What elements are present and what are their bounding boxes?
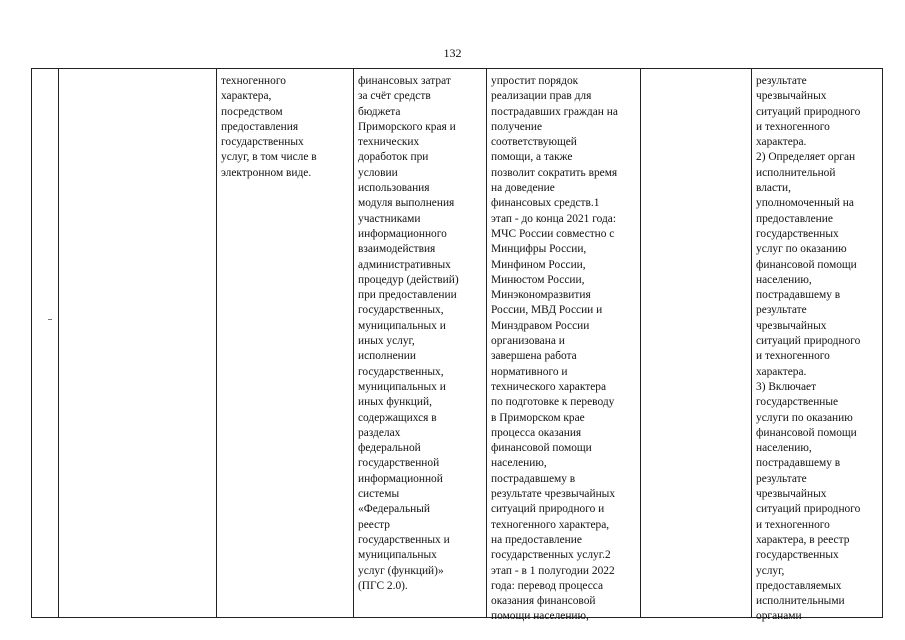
cell-text-line: предоставляемых bbox=[756, 579, 842, 592]
cell-text-line: условии bbox=[358, 166, 398, 179]
cell-text-line: Минюстом России, bbox=[491, 273, 585, 286]
cell-text-line: услуги по оказанию bbox=[756, 411, 853, 424]
cell-text-line: модуля выполнения bbox=[358, 197, 455, 210]
cell-text-line: завершена работа bbox=[491, 350, 577, 363]
cell-text-line: пострадавшему в bbox=[756, 289, 841, 302]
cell-text-line: финансовой помощи bbox=[756, 258, 857, 271]
cell-text-line: реализации прав для bbox=[491, 90, 592, 103]
cell-text-line: услуг (функций)» bbox=[358, 564, 444, 577]
cell-text-line: органами bbox=[756, 610, 802, 623]
column-divider bbox=[58, 68, 59, 618]
cell-text-line: 2) Определяет орган bbox=[756, 151, 856, 164]
cell-text-line: системы bbox=[358, 488, 400, 501]
cell-text-line: электронном виде. bbox=[221, 166, 312, 179]
cell-text-line: содержащихся в bbox=[358, 411, 437, 424]
cell-text-line: муниципальных bbox=[358, 549, 437, 562]
cell-text-line: Минцифры России, bbox=[491, 243, 587, 256]
cell-text-line: 3) Включает bbox=[756, 380, 817, 393]
cell-text-line: уполномоченный на bbox=[756, 197, 854, 210]
cell-text-line: государственных, bbox=[358, 365, 444, 378]
cell-text-line: результате bbox=[756, 304, 807, 317]
cell-text-line: технических bbox=[358, 136, 420, 149]
cell-text-line: процедур (действий) bbox=[358, 273, 459, 286]
cell-text-line: услуг по оказанию bbox=[756, 243, 847, 256]
cell-text-line: ситуаций природного и bbox=[491, 503, 605, 516]
column-divider bbox=[640, 68, 641, 618]
column-divider bbox=[216, 68, 217, 618]
cell-text-line: административных bbox=[358, 258, 451, 271]
cell-text-line: характера, в реестр bbox=[756, 533, 850, 546]
cell-text-line: чрезвычайных bbox=[756, 90, 827, 103]
cell-text-line: получение bbox=[491, 120, 543, 133]
cell-text-line: ситуаций природного bbox=[756, 335, 861, 348]
cell-text-line: техногенного характера, bbox=[491, 518, 610, 531]
cell-text-line: помощи населению, bbox=[491, 610, 589, 623]
cell-text-line: Минздравом России bbox=[491, 319, 590, 332]
cell-text-line: МЧС России совместно с bbox=[491, 227, 615, 240]
cell-text-line: населению, bbox=[756, 273, 812, 286]
cell-text-line: по подготовке к переводу bbox=[491, 396, 615, 409]
cell-text-line: участниками bbox=[358, 212, 421, 225]
cell-text-line: (ПГС 2.0). bbox=[358, 579, 408, 592]
cell-text-line: государственных bbox=[756, 549, 839, 562]
cell-text-line: чрезвычайных bbox=[756, 319, 827, 332]
cell-text-line: «Федеральный bbox=[358, 503, 431, 516]
column-divider bbox=[353, 68, 354, 618]
cell-text-line: предоставление bbox=[756, 212, 833, 225]
cell-text-line: оказания финансовой bbox=[491, 595, 596, 608]
cell-text-line: государственных услуг.2 bbox=[491, 549, 611, 562]
cell-text-line: ситуаций природного bbox=[756, 105, 861, 118]
cell-text-line: и техногенного bbox=[756, 518, 830, 531]
margin-mark bbox=[48, 319, 52, 320]
cell-text-line: предоставления bbox=[221, 120, 299, 133]
cell-text-line: услуг, bbox=[756, 564, 785, 577]
cell-text-line: пострадавшему в bbox=[756, 457, 841, 470]
cell-column-4 bbox=[358, 74, 459, 594]
cell-text-line: финансовых затрат bbox=[358, 75, 451, 87]
cell-text-line: разделах bbox=[358, 426, 401, 439]
cell-text-line: использования bbox=[358, 182, 430, 195]
cell-text-line: за счёт средств bbox=[358, 90, 431, 103]
cell-text-line: технического характера bbox=[491, 380, 606, 393]
cell-text-line: техногенного bbox=[221, 75, 286, 87]
cell-text-line: результате bbox=[756, 472, 807, 485]
cell-text-line: информационного bbox=[358, 227, 447, 240]
cell-column-7 bbox=[756, 74, 860, 625]
cell-text-line: этап - в 1 полугодии 2022 bbox=[491, 564, 615, 577]
cell-text-line: государственных и bbox=[358, 533, 450, 546]
cell-text-line: пострадавшему в bbox=[491, 472, 576, 485]
page-number: 132 bbox=[443, 46, 462, 60]
cell-text-line: и техногенного bbox=[756, 120, 830, 133]
cell-text-line: власти, bbox=[756, 182, 791, 195]
cell-text-line: России, МВД России и bbox=[491, 304, 603, 317]
cell-text-line: чрезвычайных bbox=[756, 488, 827, 501]
cell-text-line: в Приморском крае bbox=[491, 411, 585, 424]
cell-text-line: федеральной bbox=[358, 442, 421, 455]
cell-column-5 bbox=[491, 74, 618, 625]
cell-text-line: процесса оказания bbox=[491, 426, 582, 439]
column-divider bbox=[751, 68, 752, 618]
cell-text-line: населению, bbox=[491, 457, 547, 470]
cell-text-line: государственных bbox=[221, 136, 304, 149]
cell-text-line: исполнительными bbox=[756, 595, 845, 608]
cell-text-line: государственной bbox=[358, 457, 440, 470]
cell-text-line: бюджета bbox=[358, 105, 401, 118]
cell-text-line: позволит сократить время bbox=[491, 166, 618, 179]
cell-text-line: Минэкономразвития bbox=[491, 289, 591, 302]
cell-text-line: реестр bbox=[358, 518, 390, 531]
cell-text-line: муниципальных и bbox=[358, 319, 446, 332]
cell-text-line: характера. bbox=[756, 365, 807, 378]
cell-text-line: нормативного и bbox=[491, 365, 568, 378]
cell-text-line: и техногенного bbox=[756, 350, 830, 363]
cell-text-line: Приморского края и bbox=[358, 120, 456, 133]
cell-text-line: информационной bbox=[358, 472, 443, 485]
cell-text-line: государственные bbox=[756, 396, 839, 409]
cell-text-line: посредством bbox=[221, 105, 283, 118]
cell-text-line: при предоставлении bbox=[358, 289, 457, 302]
cell-text-line: финансовых средств.1 bbox=[491, 197, 600, 210]
cell-text-line: исполнительной bbox=[756, 166, 836, 179]
cell-text-line: упростит порядок bbox=[491, 75, 579, 87]
cell-text-line: финансовой помощи bbox=[491, 442, 592, 455]
cell-text-line: иных услуг, bbox=[358, 335, 415, 348]
cell-text-line: услуг, в том числе в bbox=[221, 151, 317, 164]
cell-text-line: государственных, bbox=[358, 304, 444, 317]
cell-text-line: на предоставление bbox=[491, 533, 582, 546]
cell-text-line: финансовой помощи bbox=[756, 426, 857, 439]
cell-column-3 bbox=[221, 74, 317, 181]
cell-text-line: характера, bbox=[221, 90, 272, 103]
cell-text-line: взаимодействия bbox=[358, 243, 436, 256]
cell-text-line: организована и bbox=[491, 335, 565, 348]
cell-text-line: исполнении bbox=[358, 350, 416, 363]
cell-text-line: соответствующей bbox=[491, 136, 577, 149]
cell-text-line: результате чрезвычайных bbox=[491, 488, 616, 501]
cell-text-line: результате bbox=[756, 75, 807, 87]
cell-text-line: года: перевод процесса bbox=[491, 579, 604, 592]
cell-text-line: на доведение bbox=[491, 182, 555, 195]
cell-text-line: ситуаций природного bbox=[756, 503, 861, 516]
column-divider bbox=[486, 68, 487, 618]
cell-text-line: характера. bbox=[756, 136, 807, 149]
cell-text-line: пострадавших граждан на bbox=[491, 105, 618, 118]
cell-text-line: иных функций, bbox=[358, 396, 432, 409]
cell-text-line: этап - до конца 2021 года: bbox=[491, 212, 616, 225]
cell-text-line: государственных bbox=[756, 227, 839, 240]
cell-text-line: помощи, а также bbox=[491, 151, 573, 164]
cell-text-line: муниципальных и bbox=[358, 380, 446, 393]
cell-text-line: Минфином России, bbox=[491, 258, 586, 271]
cell-text-line: населению, bbox=[756, 442, 812, 455]
cell-text-line: доработок при bbox=[358, 151, 429, 164]
